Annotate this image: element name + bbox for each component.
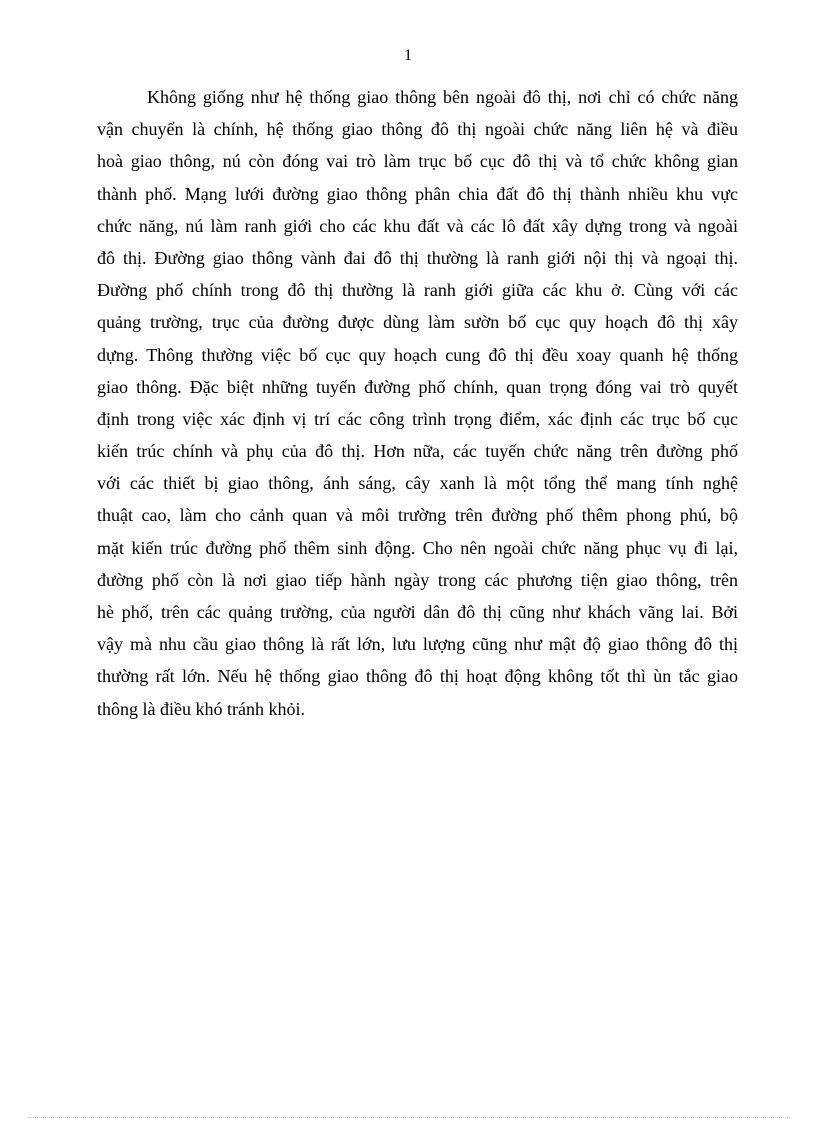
paragraph-line: hè phố, trên các quảng trường, của người dân đô thị cũng như khách vãng lai. Bởi [97, 602, 738, 622]
paragraph-line: định trong việc xác định vị trí các công trình trọng điểm, xác định các trục bố cục [97, 408, 738, 429]
paragraph-line: kiến trúc chính và phụ của đô thị. Hơn nữa, các tuyến chức năng trên đường phố [97, 441, 738, 462]
paragraph-line: mặt kiến trúc đường phố thêm sinh động. Cho nên ngoài chức năng phục vụ đi lại, [97, 537, 738, 558]
paragraph-line: với các thiết bị giao thông, ánh sáng, cây xanh là một tổng thể mang tính nghệ [97, 473, 738, 494]
paragraph-line: vậy mà nhu cầu giao thông là rất lớn, lưu lượng cũng như mật độ giao thông đô thị [97, 634, 738, 655]
body-paragraph [97, 81, 738, 725]
paragraph-line: đô thị. Đường giao thông vành đai đô thị thường là ranh giới nội thị và ngoại thị. [97, 247, 738, 268]
paragraph-line: thành phố. Mạng lưới đường giao thông phân chia đất đô thị thành nhiều khu vực [97, 183, 738, 204]
paragraph-line: Đường phố chính trong đô thị thường là ranh giới giữa các khu ở. Cùng với các [97, 280, 738, 301]
paragraph-line: thông là điều khó tránh khỏi. [97, 698, 305, 719]
paragraph-line: dựng. Thông thường việc bố cục quy hoạch cung đô thị đều xoay quanh hệ thống [97, 344, 738, 365]
paragraph-line: thuật cao, làm cho cảnh quan và môi trường trên đường phố thêm phong phú, bộ [97, 505, 738, 526]
paragraph-line: chức năng, nú làm ranh giới cho các khu đất và các lô đất xây dựng trong và ngoài [97, 215, 738, 236]
paragraph-line: quảng trường, trục của đường được dùng làm sườn bố cục quy hoạch đô thị xây [97, 312, 738, 333]
paragraph-line: thường rất lớn. Nếu hệ thống giao thông đô thị hoạt động không tốt thì ùn tắc giao [97, 666, 738, 687]
paragraph-line: đường phố còn là nơi giao tiếp hành ngày trong các phương tiện giao thông, trên [97, 569, 738, 590]
footer-divider [28, 1117, 790, 1118]
paragraph-line: hoà giao thông, nú còn đóng vai trò làm trục bố cục đô thị và tổ chức không gian [97, 151, 738, 172]
page-number: 1 [404, 47, 412, 64]
paragraph-line: giao thông. Đặc biệt những tuyến đường phố chính, quan trọng đóng vai trò quyết [97, 376, 738, 397]
paragraph-line: Không giống như hệ thống giao thông bên ngoài đô thị, nơi chỉ có chức năng [147, 87, 738, 107]
paragraph-line: vận chuyển là chính, hệ thống giao thông đô thị ngoài chức năng liên hệ và điều [97, 119, 738, 140]
